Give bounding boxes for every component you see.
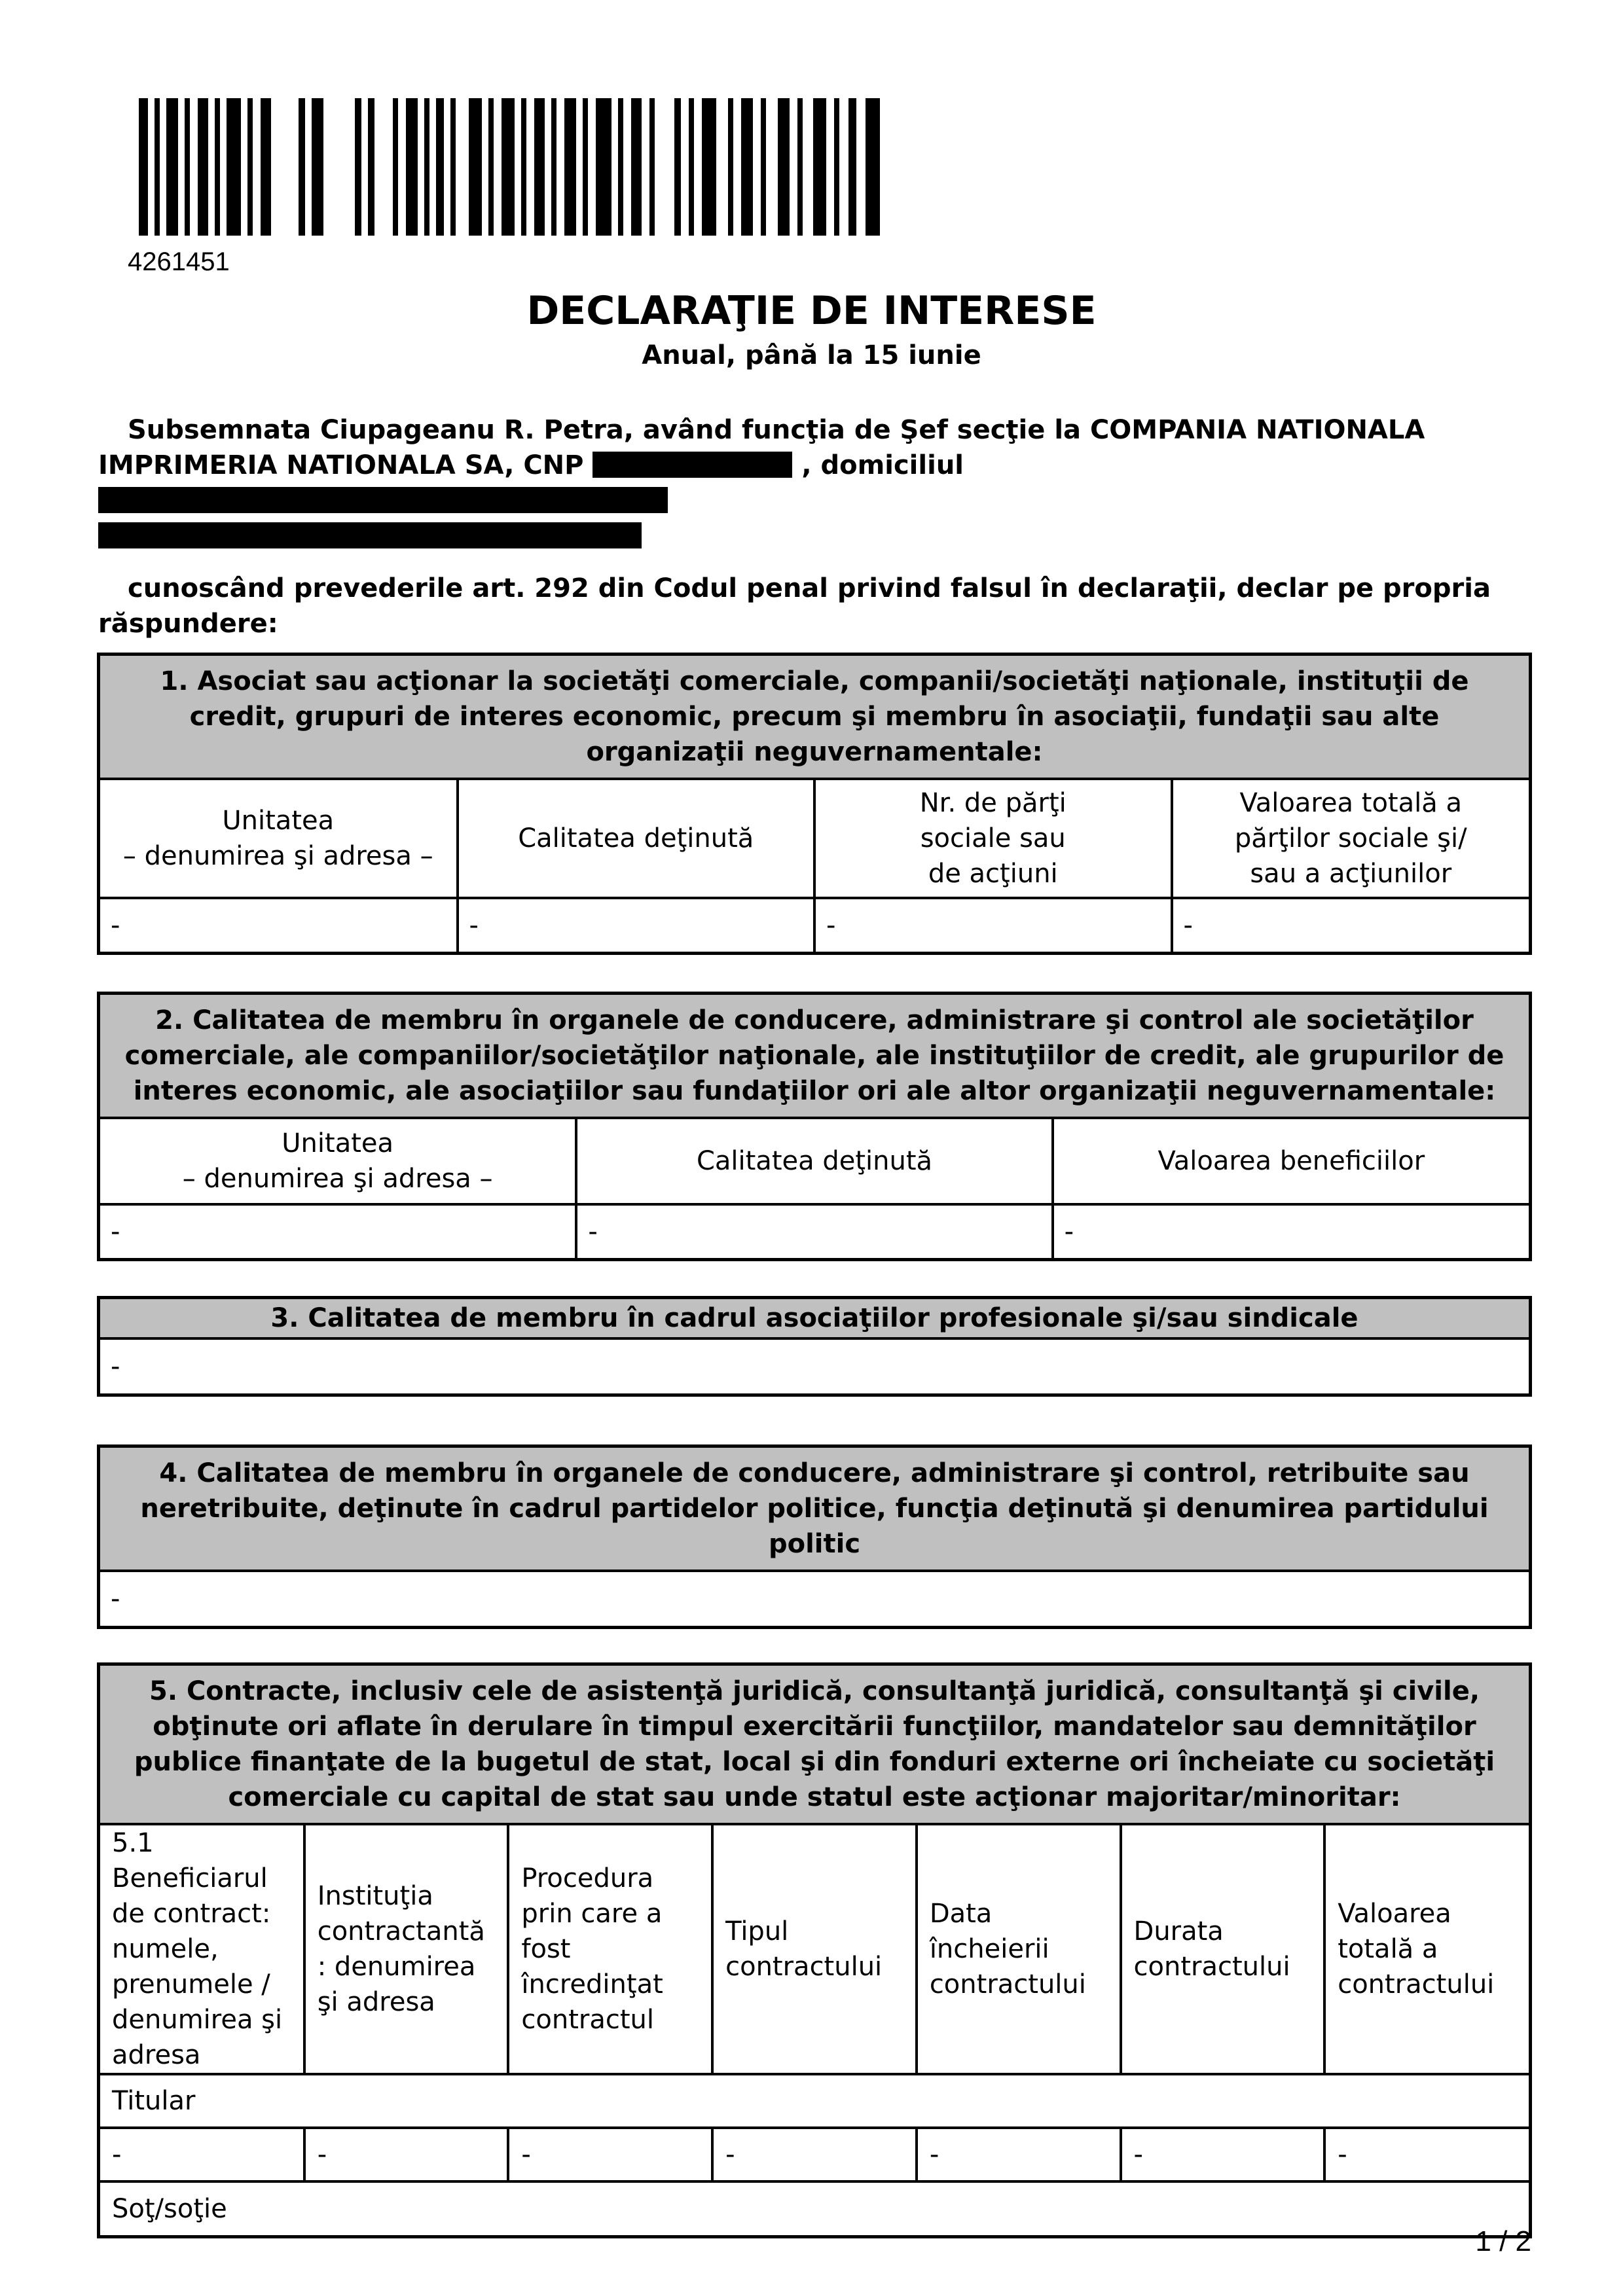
section-2-board-membership: [97, 992, 1532, 1261]
table-cell: -: [100, 2128, 304, 2181]
table-cell: -: [100, 1204, 576, 1258]
document-title: DECLARAŢIE DE INTERESE: [526, 288, 1097, 334]
table-cell: -: [1121, 2128, 1325, 2181]
table-cell: -: [917, 2128, 1121, 2181]
column-header-contract-date: Data încheierii contractului: [917, 1825, 1121, 2074]
column-header-role: Calitatea deţinută: [576, 1119, 1052, 1204]
statement-text: Subsemnata Ciupageanu R. Petra, având funcţia de Şef secţie la COMPANIA NATIONALA IMPRIMERIA NATIONALA SA, CNP: [98, 415, 1425, 480]
barcode-number: 4261451: [128, 247, 230, 276]
column-header-contracting-institution: Instituţia contractantă : denumirea şi adresa: [304, 1825, 509, 2074]
section-5-contracts: [97, 1662, 1532, 2238]
page-number: 1 / 2: [1475, 2225, 1531, 2257]
section-1-shareholdings: [97, 653, 1532, 955]
section-2-heading: 2. Calitatea de membru în organele de conducere, administrare şi control ale societăţilor comerciale, ale companiilor/societăţilor naţionale, ale instituţiilor de credit, ale grupurilor de interes economic, ale asociaţiilor sau fundaţiilor ori ale altor organizaţii neguvernamentale:: [100, 995, 1529, 1119]
table-cell: -: [304, 2128, 509, 2181]
table-cell: -: [1172, 898, 1529, 952]
table-cell: -: [814, 898, 1172, 952]
statement-text-domicile: , domiciliul: [801, 450, 964, 480]
document-subtitle: Anual, până la 15 iunie: [642, 340, 981, 370]
column-header-procedure: Procedura prin care a fost încredinţat contractul: [508, 1825, 712, 2074]
column-header-contract-value: Valoarea totală a contractului: [1324, 1825, 1529, 2074]
section-4-value: -: [111, 1584, 120, 1614]
column-header-unit: Unitatea – denumirea şi adresa –: [100, 780, 458, 898]
section-4-political-parties: [97, 1444, 1532, 1629]
table-cell: -: [712, 2128, 917, 2181]
barcode: [139, 98, 880, 236]
redacted-address: [98, 487, 668, 513]
column-header-benefits: Valoarea beneficiilor: [1053, 1119, 1529, 1204]
section-4-heading: 4. Calitatea de membru în organele de conducere, administrare şi control, retribuite sau neretribuite, deţinute în cadrul partidelor politice, funcţia deţinută şi denumirea partidului politic: [100, 1448, 1529, 1572]
redacted-cnp: [593, 452, 792, 478]
column-header-contract-duration: Durata contractului: [1121, 1825, 1325, 2074]
row-label-spouse: Soţ/soţie: [100, 2181, 1529, 2235]
table-cell: -: [1324, 2128, 1529, 2181]
table-cell: -: [508, 2128, 712, 2181]
column-header-unit: Unitatea – denumirea şi adresa –: [100, 1119, 576, 1204]
row-label-titular: Titular: [100, 2074, 1529, 2128]
section-1-heading: 1. Asociat sau acţionar la societăţi comerciale, companii/societăţi naţionale, instituţii de credit, grupuri de interes economic, precum şi membru în asociaţii, fundaţii sau alte organizaţii neguvernamentale:: [100, 656, 1529, 780]
column-header-value: Valoarea totală a părţilor sociale şi/ sau a acţiunilor: [1172, 780, 1529, 898]
redacted-address-continued: [98, 522, 642, 548]
section-3-heading: 3. Calitatea de membru în cadrul asociaţiilor profesionale şi/sau sindicale: [100, 1299, 1529, 1340]
table-cell: -: [576, 1204, 1052, 1258]
column-header-shares: Nr. de părţi sociale sau de acţiuni: [814, 780, 1172, 898]
table-cell: -: [1053, 1204, 1529, 1258]
statement-legal-text: cunoscând prevederile art. 292 din Codul penal privind falsul în declaraţii, declar pe propria răspundere:: [98, 573, 1491, 639]
table-cell: -: [100, 898, 458, 952]
column-header-beneficiary: 5.1 Beneficiarul de contract: numele, prenumele / denumirea şi adresa: [100, 1825, 304, 2074]
table-cell: -: [458, 898, 815, 952]
section-3-professional-associations: [97, 1296, 1532, 1397]
declarant-statement: [98, 412, 1525, 641]
section-5-heading: 5. Contracte, inclusiv cele de asistenţă juridică, consultanţă juridică, consultanţă şi civile, obţinute ori aflate în derulare în timpul exercitării funcţiilor, mandatelor sau demnităţilor publice finanţate de la bugetul de stat, local şi din fonduri externe ori încheiate cu societăţi comerciale cu capital de stat sau unde statul este acţionar majoritar/minoritar:: [100, 1666, 1529, 1825]
column-header-contract-type: Tipul contractului: [712, 1825, 917, 2074]
section-3-value: -: [111, 1352, 120, 1382]
column-header-role: Calitatea deţinută: [458, 780, 815, 898]
